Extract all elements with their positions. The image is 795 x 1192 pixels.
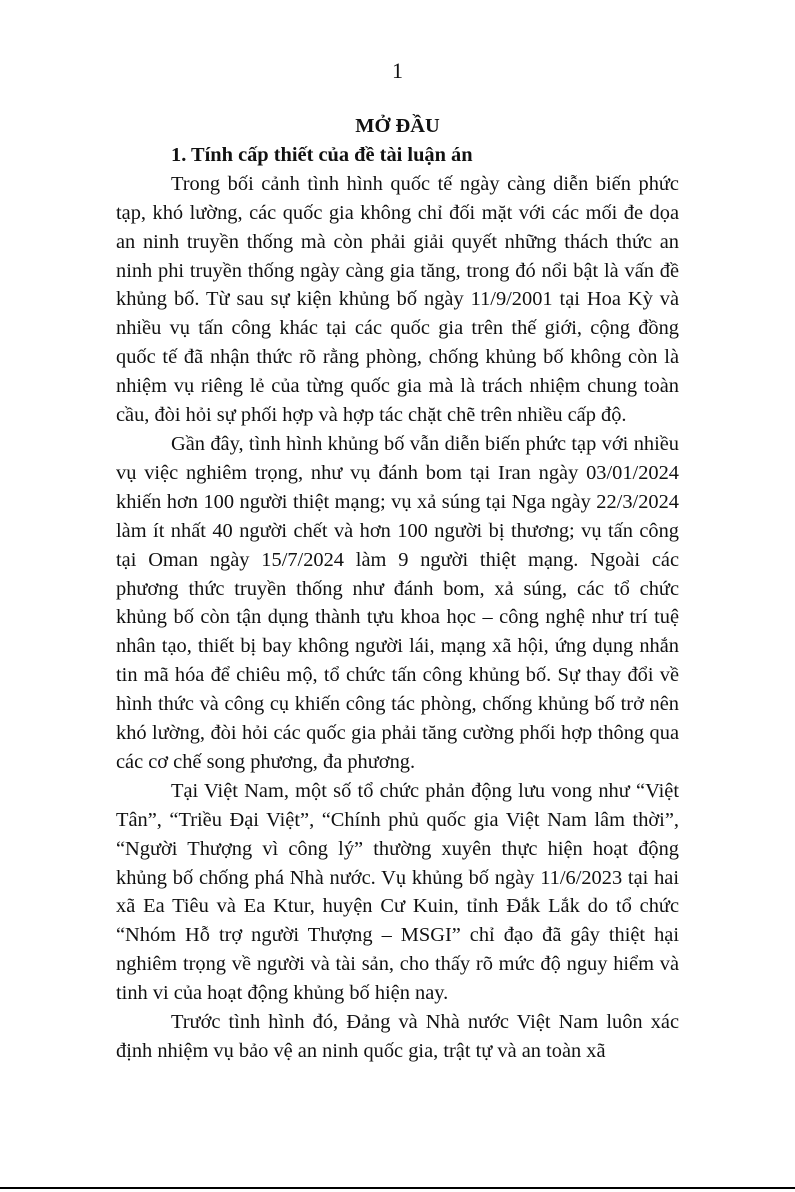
document-body [116, 112, 679, 1066]
section-heading: 1. Tính cấp thiết của đề tài luận án [171, 143, 473, 166]
paragraph-4: Trước tình hình đó, Đảng và Nhà nước Việt Nam luôn xác định nhiệm vụ bảo vệ an ninh quốc gia, trật tự và an toàn xã [116, 1011, 679, 1062]
paragraph-3: Tại Việt Nam, một số tổ chức phản động lưu vong như “Việt Tân”, “Triều Đại Việt”, “Chính phủ quốc gia Việt Nam lâm thời”, “Người Thượng vì công lý” thường xuyên thực hiện hoạt động khủng bố chống phá Nhà nước. Vụ khủng bố ngày 11/6/2023 tại hai xã Ea Tiêu và Ea Ktur, huyện Cư Kuin, tỉnh Đắk Lắk do tổ chức “Nhóm Hỗ trợ người Thượng – MSGI” chỉ đạo đã gây thiệt hại nghiêm trọng về người và tài sản, cho thấy rõ mức độ nguy hiểm và tinh vi của hoạt động khủng bố hiện nay. [116, 779, 679, 1005]
page-number: 1 [392, 58, 403, 83]
paragraph-1: Trong bối cảnh tình hình quốc tế ngày càng diễn biến phức tạp, khó lường, các quốc gia không chỉ đối mặt với các mối đe dọa an ninh truyền thống mà còn phải giải quyết những thách thức an ninh phi truyền thống ngày càng gia tăng, trong đó nổi bật là vấn đề khủng bố. Từ sau sự kiện khủng bố ngày 11/9/2001 tại Hoa Kỳ và nhiều vụ tấn công khác tại các quốc gia trên thế giới, cộng đồng quốc tế đã nhận thức rõ rằng phòng, chống khủng bố không còn là nhiệm vụ riêng lẻ của từng quốc gia mà là trách nhiệm chung toàn cầu, đòi hỏi sự phối hợp và hợp tác chặt chẽ trên nhiều cấp độ. [116, 172, 679, 427]
chapter-title: MỞ ĐẦU [355, 115, 440, 137]
paragraph-2: Gần đây, tình hình khủng bố vẫn diễn biến phức tạp với nhiều vụ việc nghiêm trọng, như vụ đánh bom tại Iran ngày 03/01/2024 khiến hơn 100 người thiệt mạng; vụ xả súng tại Nga ngày 22/3/2024 làm ít nhất 40 người chết và hơn 100 người bị thương; vụ tấn công tại Oman ngày 15/7/2024 làm 9 người thiệt mạng. Ngoài các phương thức truyền thống như đánh bom, xả súng, các tổ chức khủng bố còn tận dụng thành tựu khoa học – công nghệ như trí tuệ nhân tạo, thiết bị bay không người lái, mạng xã hội, ứng dụng nhắn tin mã hóa để chiêu mộ, tổ chức tấn công khủng bố. Sự thay đổi về hình thức và công cụ khiến công tác phòng, chống khủng bố trở nên khó lường, đòi hỏi các quốc gia phải tăng cường phối hợp thông qua các cơ chế song phương, đa phương. [116, 432, 679, 773]
page-bottom-divider [0, 1187, 795, 1189]
